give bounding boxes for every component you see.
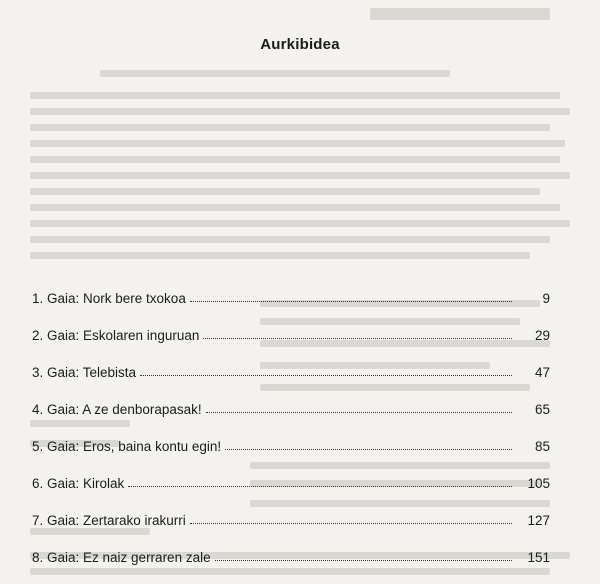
toc-entry-page: 9 [542, 291, 550, 306]
toc-entry[interactable] [32, 397, 550, 417]
dot-leader [190, 522, 512, 524]
dot-leader [203, 337, 512, 339]
toc-entry-label: 3. Gaia: Telebista [32, 365, 137, 380]
dot-leader [128, 485, 512, 487]
toc-entry[interactable] [32, 323, 550, 343]
toc-entry-label: 7. Gaia: Zertarako irakurri [32, 513, 186, 528]
toc-entry[interactable] [32, 471, 550, 491]
toc-entry-label: 6. Gaia: Kirolak [32, 476, 125, 491]
toc-entry-label: 2. Gaia: Eskolaren inguruan [32, 328, 200, 343]
dot-leader [206, 411, 512, 413]
dot-leader [190, 300, 512, 302]
toc-entry-page: 47 [534, 365, 550, 380]
toc-entry-page: 127 [527, 513, 550, 528]
toc-entry-page: 65 [534, 402, 550, 417]
dot-leader [225, 448, 512, 450]
toc-entry[interactable] [32, 434, 550, 454]
page-title: Aurkibidea [260, 36, 340, 53]
toc-entry-label: 8. Gaia: Ez naiz gerraren zale [32, 550, 211, 565]
toc-entry-label: 4. Gaia: A ze denborapasak! [32, 402, 202, 417]
toc-entry[interactable] [32, 508, 550, 528]
dot-leader [215, 559, 512, 561]
toc-entry-label: 1. Gaia: Nork bere txokoa [32, 291, 186, 306]
toc-entry[interactable] [32, 286, 550, 306]
toc-entry-page: 105 [527, 476, 550, 491]
toc-entry-page: 29 [534, 328, 550, 343]
toc-entry[interactable] [32, 360, 550, 380]
toc-entry-page: 151 [527, 550, 550, 565]
toc-entry[interactable] [32, 545, 550, 565]
toc-entry-label: 5. Gaia: Eros, baina kontu egin! [32, 439, 222, 454]
toc-entry-page: 85 [534, 439, 550, 454]
dot-leader [140, 374, 512, 376]
